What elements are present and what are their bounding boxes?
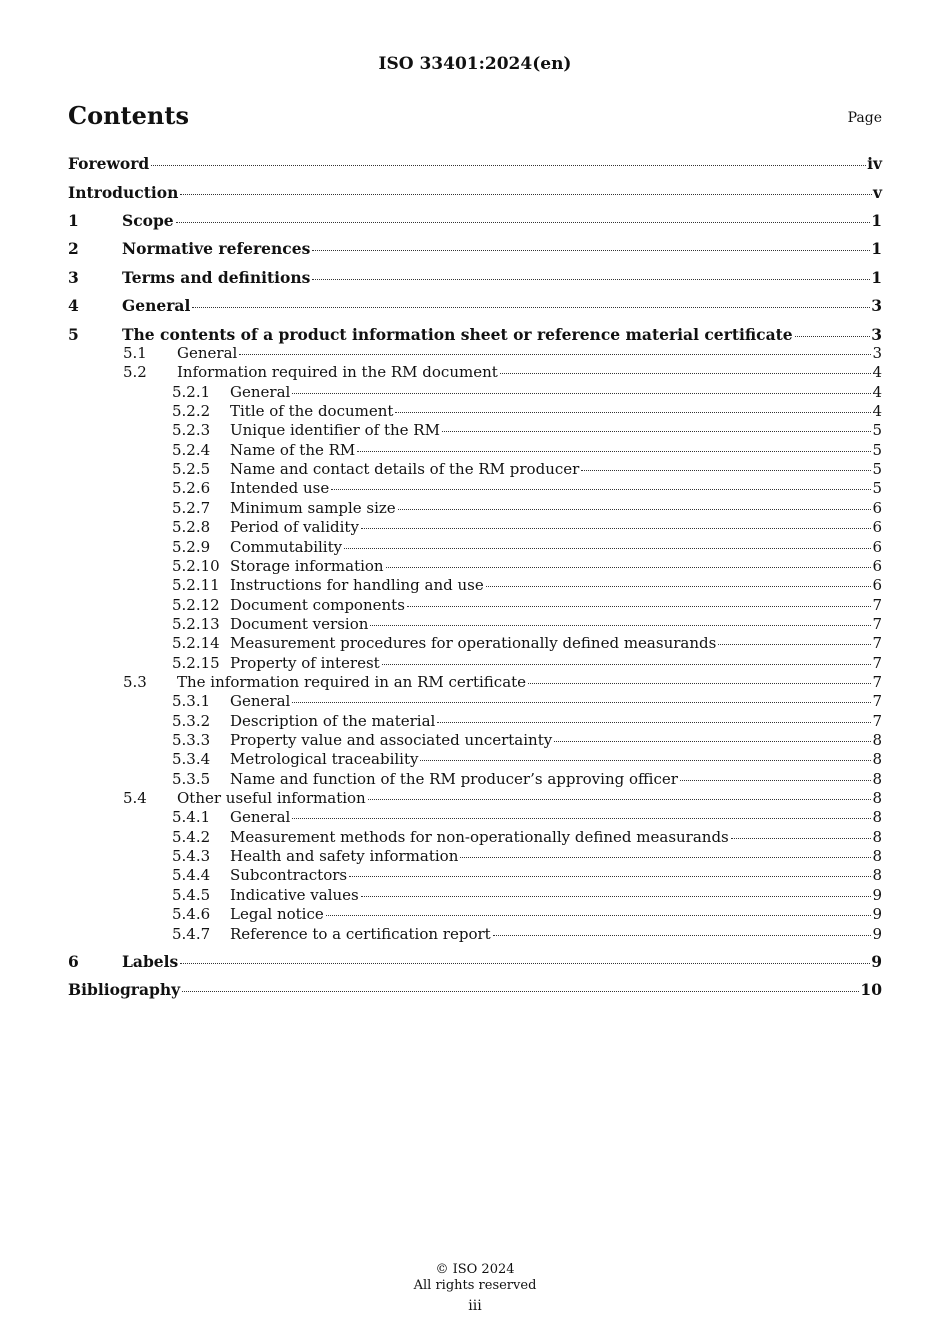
toc-dot-leader xyxy=(331,489,871,490)
toc-entry-title: General xyxy=(230,692,291,711)
toc-dot-leader xyxy=(718,644,871,645)
toc-dot-leader xyxy=(442,431,872,432)
toc-entry[interactable] xyxy=(68,518,882,536)
toc-entry-title: Property value and associated uncertainty xyxy=(230,731,553,749)
toc-entry-title: Name and contact details of the RM producer xyxy=(230,460,580,479)
toc-entry-number: 5.2.9 xyxy=(172,537,211,556)
toc-entry-number: 5.2.3 xyxy=(172,421,211,440)
toc-entry-title: Document version xyxy=(230,614,369,633)
toc-entry[interactable] xyxy=(68,576,882,594)
toc-entry[interactable] xyxy=(68,731,882,749)
toc-entry[interactable] xyxy=(68,239,882,258)
toc-entry-title: Measurement methods for non-operationally defined measurands xyxy=(230,827,729,846)
toc-entry-number: 5.2.7 xyxy=(172,498,211,517)
toc-entry-title: General xyxy=(230,382,291,401)
toc-dot-leader xyxy=(581,470,871,471)
toc-entry-page: 7 xyxy=(872,711,882,730)
toc-entry-page: 3 xyxy=(871,325,882,344)
toc-entry-page: 1 xyxy=(871,239,882,258)
toc-dot-leader xyxy=(292,818,871,819)
toc-entry-number: 5.3.4 xyxy=(172,750,211,769)
toc-entry-title: Normative references xyxy=(122,239,311,258)
toc-entry[interactable] xyxy=(68,615,882,633)
toc-entry-title: Description of the material xyxy=(230,711,436,730)
toc-dot-leader xyxy=(361,528,872,529)
toc-entry-number: 5.2.2 xyxy=(172,402,211,421)
toc-dot-leader xyxy=(437,722,871,723)
toc-entry-page: 8 xyxy=(872,866,882,885)
toc-entry-number: 5.4.5 xyxy=(172,885,211,904)
toc-entry-page: 5 xyxy=(872,421,882,440)
toc-entry-page: 8 xyxy=(872,847,882,866)
toc-entry-number: 5.2.10 xyxy=(172,556,220,575)
toc-entry[interactable] xyxy=(68,538,882,556)
toc-dot-leader xyxy=(395,412,871,413)
toc-entry[interactable] xyxy=(68,770,882,788)
toc-entry-title: Instructions for handling and use xyxy=(230,576,484,595)
toc-entry-title: Title of the document xyxy=(230,402,394,421)
toc-entry-number: 5.4.6 xyxy=(172,905,211,924)
toc-dot-leader xyxy=(326,915,872,916)
toc-entry-number: 5.2.6 xyxy=(172,479,211,498)
toc-entry[interactable] xyxy=(68,479,882,497)
toc-entry-page: 6 xyxy=(872,537,882,556)
toc-entry-number: 5.2.11 xyxy=(172,576,220,595)
toc-entry-page: 6 xyxy=(872,498,882,517)
toc-entry[interactable] xyxy=(68,421,882,439)
toc-dot-leader xyxy=(368,799,872,800)
toc-entry-page: 7 xyxy=(872,653,882,672)
toc-entry[interactable] xyxy=(68,980,882,999)
toc-entry[interactable] xyxy=(68,460,882,478)
toc-entry-page: 7 xyxy=(872,614,882,633)
toc-entry-page: 8 xyxy=(872,750,882,769)
toc-entry-number: 1 xyxy=(68,211,79,230)
toc-entry-title: Information required in the RM document xyxy=(177,363,498,382)
toc-entry-page: 5 xyxy=(872,479,882,498)
toc-entry-number: 5.3.5 xyxy=(172,769,211,788)
toc-entry-page: 3 xyxy=(872,344,882,362)
toc-entry-title: Minimum sample size xyxy=(230,498,396,517)
toc-entry-number: 3 xyxy=(68,268,79,287)
toc-entry-number: 5.4.4 xyxy=(172,866,211,885)
toc-entry-page: 4 xyxy=(872,382,882,401)
toc-dot-leader xyxy=(349,876,871,877)
toc-dot-leader xyxy=(151,165,866,166)
toc-entry[interactable] xyxy=(68,402,882,420)
toc-entry-number: 5.2.8 xyxy=(172,518,211,537)
toc-dot-leader xyxy=(180,194,872,195)
toc-entry-title: Measurement procedures for operationally defined measurands xyxy=(230,634,717,653)
toc-entry-number: 5.2.13 xyxy=(172,614,220,633)
toc-dot-leader xyxy=(176,222,871,223)
toc-entry-number: 5.2.1 xyxy=(172,382,211,401)
toc-dot-leader xyxy=(795,336,871,337)
toc-dot-leader xyxy=(182,991,859,992)
toc-entry-number: 5 xyxy=(68,325,79,344)
toc-entry-number: 5.4.3 xyxy=(172,847,211,866)
toc-entry-title: Terms and definitions xyxy=(122,268,311,287)
toc-entry-page: 1 xyxy=(871,211,882,230)
toc-dot-leader xyxy=(528,683,871,684)
contents-title: Contents xyxy=(68,101,189,130)
toc-entry[interactable] xyxy=(68,325,882,344)
toc-entry-page: 8 xyxy=(872,731,882,749)
toc-dot-leader xyxy=(344,548,871,549)
toc-entry-number: 2 xyxy=(68,239,79,258)
toc-entry-number: 6 xyxy=(68,952,79,971)
toc-entry-title: Period of validity xyxy=(230,518,359,537)
toc-entry-page: 4 xyxy=(872,363,882,382)
toc-entry[interactable] xyxy=(68,847,882,865)
toc-entry-title: General xyxy=(122,296,191,315)
toc-entry-page: 7 xyxy=(872,595,882,614)
document-header: ISO 33401:2024(en) xyxy=(378,54,572,74)
toc-entry-page: 6 xyxy=(872,556,882,575)
toc-dot-leader xyxy=(407,606,872,607)
toc-entry[interactable] xyxy=(68,789,882,807)
toc-entry-title: Subcontractors xyxy=(230,866,348,885)
toc-entry-page: 5 xyxy=(872,440,882,459)
toc-entry[interactable] xyxy=(68,557,882,575)
toc-dot-leader xyxy=(731,838,872,839)
toc-dot-leader xyxy=(312,250,870,251)
toc-entry-title: Commutability xyxy=(230,537,343,556)
toc-entry[interactable] xyxy=(68,673,882,691)
toc-dot-leader xyxy=(460,857,871,858)
page-column-label: Page xyxy=(847,110,882,126)
toc-dot-leader xyxy=(493,935,872,936)
toc-entry-title: Indicative values xyxy=(230,885,359,904)
toc-dot-leader xyxy=(361,896,872,897)
toc-entry[interactable] xyxy=(68,692,882,710)
toc-entry-number: 5.2.14 xyxy=(172,634,220,653)
page-number: iii xyxy=(468,1298,482,1314)
toc-entry[interactable] xyxy=(68,808,882,826)
toc-dot-leader xyxy=(370,625,871,626)
toc-dot-leader xyxy=(500,373,872,374)
toc-entry-page: 8 xyxy=(872,789,882,808)
toc-entry-number: 5.2.5 xyxy=(172,460,211,479)
toc-entry[interactable] xyxy=(68,654,882,672)
toc-entry-page: 8 xyxy=(872,827,882,846)
toc-entry-title: Scope xyxy=(122,211,174,230)
toc-dot-leader xyxy=(680,780,872,781)
toc-entry-title: The contents of a product information sheet or reference material certificate xyxy=(122,325,793,344)
toc-entry[interactable] xyxy=(68,296,882,315)
toc-entry-number: 5.4.2 xyxy=(172,827,211,846)
toc-entry-page: 1 xyxy=(871,268,882,287)
toc-entry-title: Foreword xyxy=(68,154,150,173)
toc-dot-leader xyxy=(420,760,871,761)
toc-dot-leader xyxy=(357,451,871,452)
toc-entry[interactable] xyxy=(68,363,882,381)
toc-entry[interactable] xyxy=(68,750,882,768)
toc-entry-number: 5.2.15 xyxy=(172,653,220,672)
toc-entry-number: 5.3.3 xyxy=(172,731,211,749)
toc-entry[interactable] xyxy=(68,712,882,730)
toc-entry-page: 7 xyxy=(872,634,882,653)
toc-entry-title: Metrological traceability xyxy=(230,750,419,769)
toc-entry-page: 5 xyxy=(872,460,882,479)
toc-entry-title: General xyxy=(230,808,291,827)
toc-entry[interactable] xyxy=(68,952,882,971)
toc-entry-page: 8 xyxy=(872,808,882,827)
toc-entry[interactable] xyxy=(68,441,882,459)
toc-entry-number: 5.2.12 xyxy=(172,595,220,614)
toc-entry-title: Intended use xyxy=(230,479,330,498)
toc-entry-title: The information required in an RM certificate xyxy=(177,672,527,691)
toc-entry-title: Storage information xyxy=(230,556,384,575)
toc-entry-page: 6 xyxy=(872,518,882,537)
toc-dot-leader xyxy=(382,664,872,665)
toc-entry-number: 5.2.4 xyxy=(172,440,211,459)
toc-entry[interactable] xyxy=(68,886,882,904)
toc-entry-number: 5.3.1 xyxy=(172,692,211,711)
toc-entry-number: 5.3 xyxy=(123,672,147,691)
toc-entry-number: 5.4 xyxy=(123,789,147,808)
toc-entry[interactable] xyxy=(68,634,882,652)
toc-dot-leader xyxy=(292,393,871,394)
toc-entry-page: 8 xyxy=(872,769,882,788)
toc-entry[interactable] xyxy=(68,211,882,230)
toc-entry-title: Name and function of the RM producer’s approving officer xyxy=(230,769,678,788)
toc-entry-title: Unique identifier of the RM xyxy=(230,421,440,440)
toc-entry-page: 7 xyxy=(872,692,882,711)
toc-entry-title: Introduction xyxy=(68,183,179,202)
toc-entry[interactable] xyxy=(68,905,882,923)
toc-entry-number: 5.4.7 xyxy=(172,924,211,943)
toc-dot-leader xyxy=(239,354,871,355)
toc-entry-title: General xyxy=(177,344,238,362)
toc-entry[interactable] xyxy=(68,925,882,943)
toc-entry-page: iv xyxy=(867,154,882,173)
toc-entry-number: 5.1 xyxy=(123,344,147,362)
toc-dot-leader xyxy=(180,963,870,964)
toc-dot-leader xyxy=(292,702,871,703)
toc-entry[interactable] xyxy=(68,268,882,287)
toc-entry-title: Document components xyxy=(230,595,405,614)
toc-entry-page: 9 xyxy=(872,885,882,904)
toc-entry-number: 5.4.1 xyxy=(172,808,211,827)
toc-entry[interactable] xyxy=(68,383,882,401)
toc-entry-number: 5.3.2 xyxy=(172,711,211,730)
toc-entry[interactable] xyxy=(68,866,882,884)
toc-entry-title: Property of interest xyxy=(230,653,380,672)
toc-entry-number: 5.2 xyxy=(123,363,147,382)
toc-entry[interactable] xyxy=(68,183,882,202)
toc-entry-page: 4 xyxy=(872,402,882,421)
toc-entry-page: v xyxy=(872,183,882,202)
toc-entry-number: 4 xyxy=(68,296,79,315)
toc-dot-leader xyxy=(192,307,870,308)
toc-dot-leader xyxy=(554,741,871,742)
toc-entry-page: 7 xyxy=(872,672,882,691)
toc-entry-title: Reference to a certification report xyxy=(230,924,491,943)
toc-entry[interactable] xyxy=(68,344,882,362)
toc-entry-title: Name of the RM xyxy=(230,440,356,459)
toc-entry-page: 10 xyxy=(860,980,882,999)
toc-entry-title: Other useful information xyxy=(177,789,366,808)
toc-dot-leader xyxy=(386,567,872,568)
toc-entry-page: 9 xyxy=(871,952,882,971)
toc-entry[interactable] xyxy=(68,499,882,517)
rights-notice: All rights reserved xyxy=(413,1278,537,1293)
toc-entry-page: 6 xyxy=(872,576,882,595)
toc-entry-title: Health and safety information xyxy=(230,847,459,866)
toc-entry[interactable] xyxy=(68,828,882,846)
toc-entry[interactable] xyxy=(68,154,882,173)
toc-entry-page: 9 xyxy=(872,905,882,924)
toc-entry-title: Bibliography xyxy=(68,980,181,999)
toc-entry-page: 3 xyxy=(871,296,882,315)
toc-entry-page: 9 xyxy=(872,924,882,943)
toc-dot-leader xyxy=(312,279,870,280)
toc-entry-title: Labels xyxy=(122,952,179,971)
toc-entry-title: Legal notice xyxy=(230,905,324,924)
toc-dot-leader xyxy=(486,586,872,587)
copyright-notice: © ISO 2024 xyxy=(435,1262,515,1277)
toc-dot-leader xyxy=(398,509,872,510)
toc-entry[interactable] xyxy=(68,596,882,614)
